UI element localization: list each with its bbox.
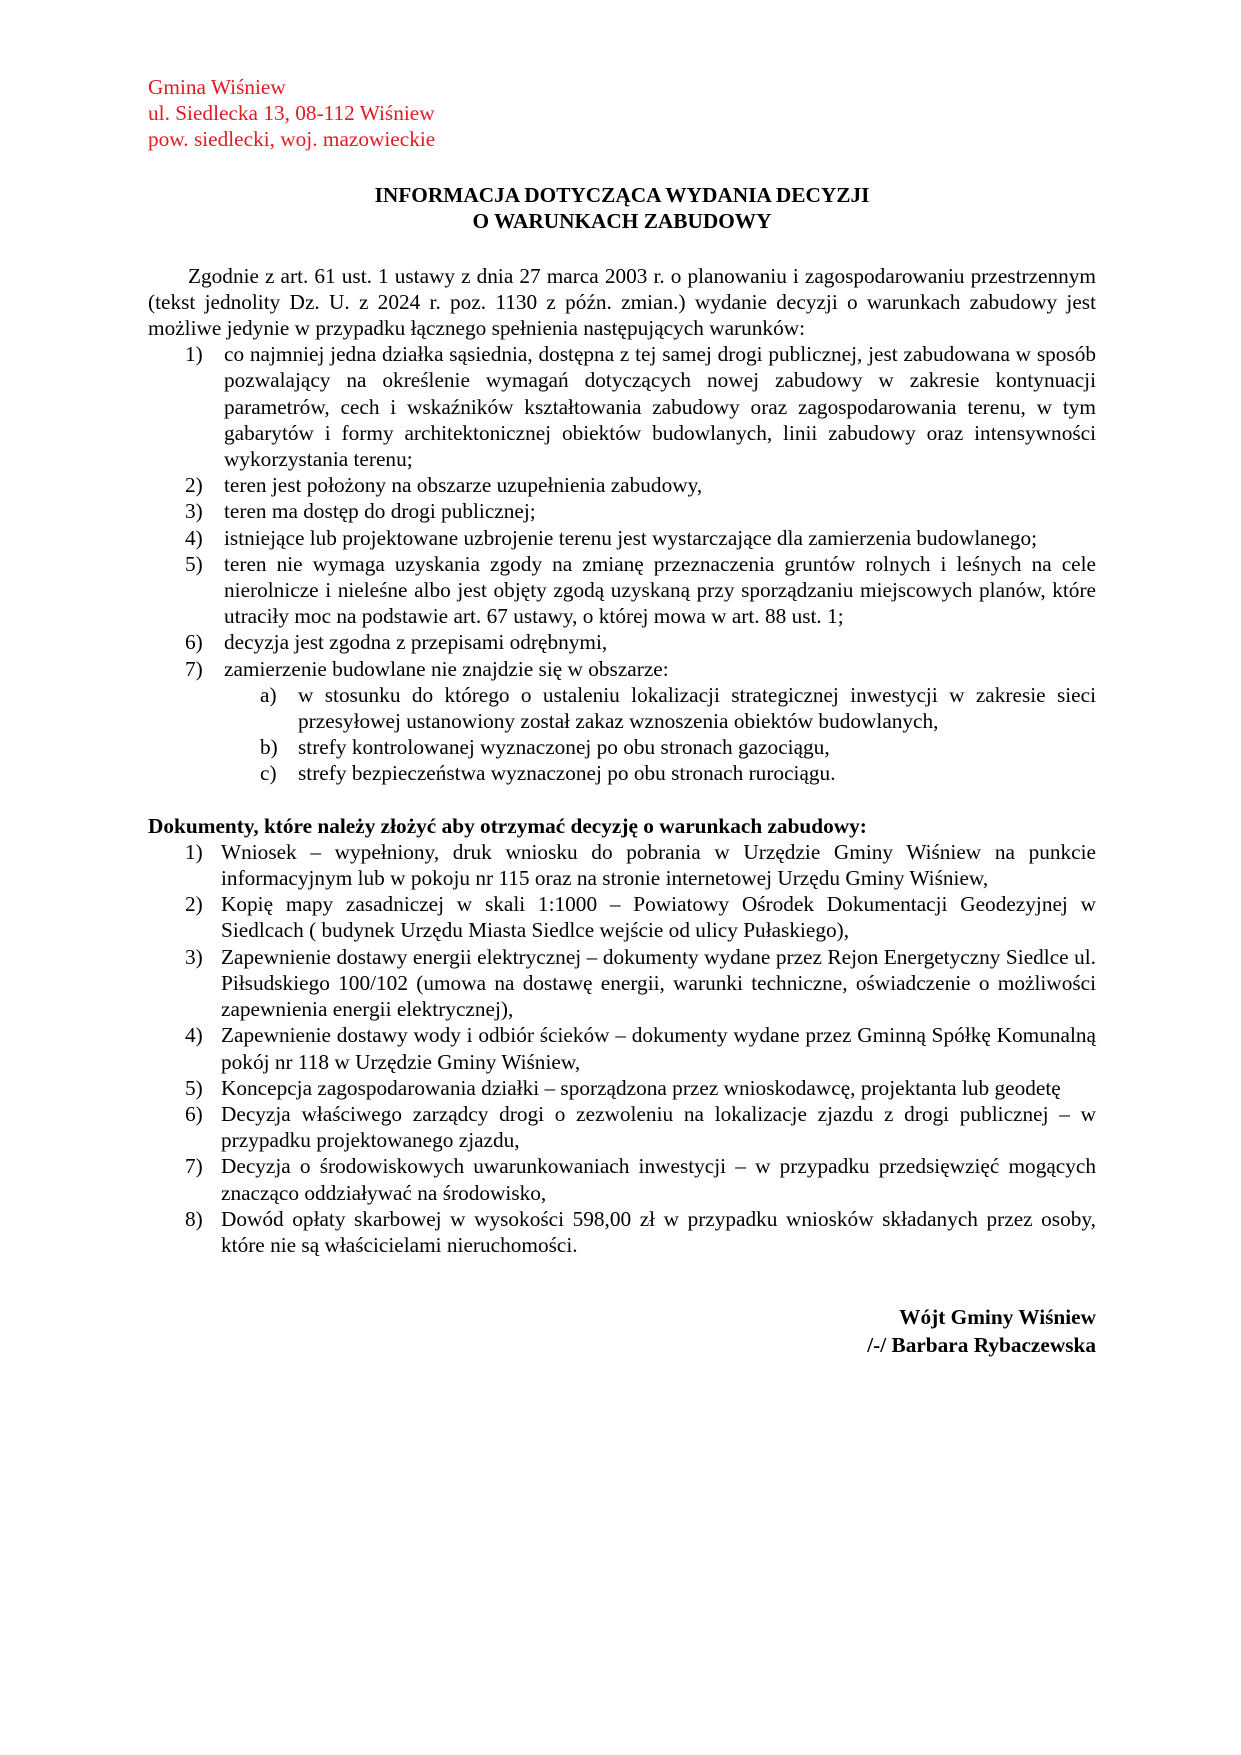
list-item: 8) Dowód opłaty skarbowej w wysokości 598,00 zł w przypadku wniosków składanych przez osoby, które nie są właścicielami nieruchomości. bbox=[185, 1206, 1096, 1257]
list-item: 2) teren jest położony na obszarze uzupełnienia zabudowy, bbox=[185, 473, 703, 498]
list-item: 7) zamierzenie budowlane nie znajdzie się w obszarze: a) w stosunku do którego o ustaleniu lokalizacji strategicznej inwestycji w zakresie sieci przesyłowej ustanowiony został zakaz wznoszenia obiektów budowlanych, b) strefy kontrolowanej wyznaczonej po obu stronach gazociągu, c) strefy bezpieczeństwa wyznaczonej po obu stronach rurociągu. bbox=[148, 656, 1096, 787]
signature-block bbox=[148, 1303, 1096, 1359]
list-item: 6) decyzja jest zgodna z przepisami odrębnymi, bbox=[185, 630, 608, 655]
signature-title: Wójt Gminy Wiśniew bbox=[899, 1305, 1096, 1330]
sub-list-item: c) strefy bezpieczeństwa wyznaczonej po obu stronach rurociągu. bbox=[260, 761, 836, 786]
subconditions-list bbox=[224, 682, 1096, 787]
documents-heading: Dokumenty, które należy złożyć aby otrzymać decyzję o warunkach zabudowy: bbox=[148, 813, 867, 838]
list-item: 3) Zapewnienie dostawy energii elektrycznej – dokumenty wydane przez Rejon Energetyczny Siedlce ul. Piłsudskiego 100/102 (umowa na dostawę energii, warunki techniczne, oświadczenie o możliwości zapewnienia energii elektrycznej), bbox=[185, 944, 1096, 1022]
list-item: 4) Zapewnienie dostawy wody i odbiór ścieków – dokumenty wydane przez Gminną Spółkę Komunalną pokój nr 118 w Urzędzie Gminy Wiśniew, bbox=[185, 1023, 1096, 1074]
list-item: 2) Kopię mapy zasadniczej w skali 1:1000 – Powiatowy Ośrodek Dokumentacji Geodezyjnej w Siedlcach ( budynek Urzędu Miasta Siedlce wejście od ulicy Pułaskiego), bbox=[185, 892, 1096, 943]
list-item: 7) Decyzja o środowiskowych uwarunkowaniach inwestycji – w przypadku przedsięwzięć mogących znacząco oddziaływać na środowisko, bbox=[185, 1154, 1096, 1205]
list-item: 1) Wniosek – wypełniony, druk wniosku do pobrania w Urzędzie Gminy Wiśniew na punkcie informacyjnym lub w pokoju nr 115 oraz na stronie internetowej Urzędu Gminy Wiśniew, bbox=[185, 839, 1096, 891]
sub-list-item: a) w stosunku do którego o ustaleniu lokalizacji strategicznej inwestycji w zakresie sieci przesyłowej ustanowiony został zakaz wznoszenia obiektów budowlanych, bbox=[260, 682, 1096, 734]
list-item: 5) teren nie wymaga uzyskania zgody na zmianę przeznaczenia gruntów rolnych i leśnych na cele nierolnicze i nieleśne albo jest objęty zgodą uzyskaną przy sporządzaniu miejscowych planów, które utraciły moc na podstawie art. 67 ustawy, o której mowa w art. 88 ust. 1; bbox=[185, 551, 1096, 629]
document-title bbox=[148, 182, 1096, 235]
sub-list-item: b) strefy kontrolowanej wyznaczonej po obu stronach gazociągu, bbox=[260, 735, 830, 760]
title-line-2: O WARUNKACH ZABUDOWY bbox=[472, 209, 772, 234]
intro-paragraph: Zgodnie z art. 61 ust. 1 ustawy z dnia 27 marca 2003 r. o planowaniu i zagospodarowaniu przestrzennym (tekst jednolity Dz. U. z 2024 r. poz. 1130 z późn. zmian.) wydanie decyzji o warunkach zabudowy jest możliwe jedynie w przypadku łącznego spełnienia następujących warunków: bbox=[148, 263, 1096, 341]
list-item: 4) istniejące lub projektowane uzbrojenie terenu jest wystarczające dla zamierzenia budowlanego; bbox=[185, 525, 1038, 550]
office-address: ul. Siedlecka 13, 08-112 Wiśniew bbox=[148, 101, 435, 126]
title-line-1: INFORMACJA DOTYCZĄCA WYDANIA DECYZJI bbox=[374, 182, 870, 207]
list-item: 1) co najmniej jedna działka sąsiednia, dostępna z tej samej drogi publicznej, jest zabudowana w sposób pozwalający na określenie wymagań dotyczących nowej zabudowy w zakresie kontynuacji parametrów, cech i wskaźników kształtowania zabudowy oraz zagospodarowania terenu, w tym gabarytów i formy architektonicznej obiektów budowlanych, linii zabudowy oraz intensywności wykorzystania terenu; bbox=[185, 342, 1096, 472]
document-page bbox=[148, 74, 1096, 1359]
office-header bbox=[148, 74, 1096, 153]
documents-list bbox=[148, 839, 1096, 1258]
conditions-list bbox=[148, 341, 1096, 786]
list-item: 5) Koncepcja zagospodarowania działki – sporządzona przez wnioskodawcę, projektanta lub geodetę bbox=[185, 1075, 1061, 1100]
signature-name: /-/ Barbara Rybaczewska bbox=[867, 1333, 1096, 1358]
list-item: 6) Decyzja właściwego zarządcy drogi o zezwoleniu na lokalizacje zjazdu z drogi publicznej – w przypadku projektowanego zjazdu, bbox=[185, 1101, 1096, 1153]
office-name: Gmina Wiśniew bbox=[148, 75, 286, 99]
list-item: 3) teren ma dostęp do drogi publicznej; bbox=[185, 499, 536, 524]
office-region: pow. siedlecki, woj. mazowieckie bbox=[148, 127, 436, 152]
